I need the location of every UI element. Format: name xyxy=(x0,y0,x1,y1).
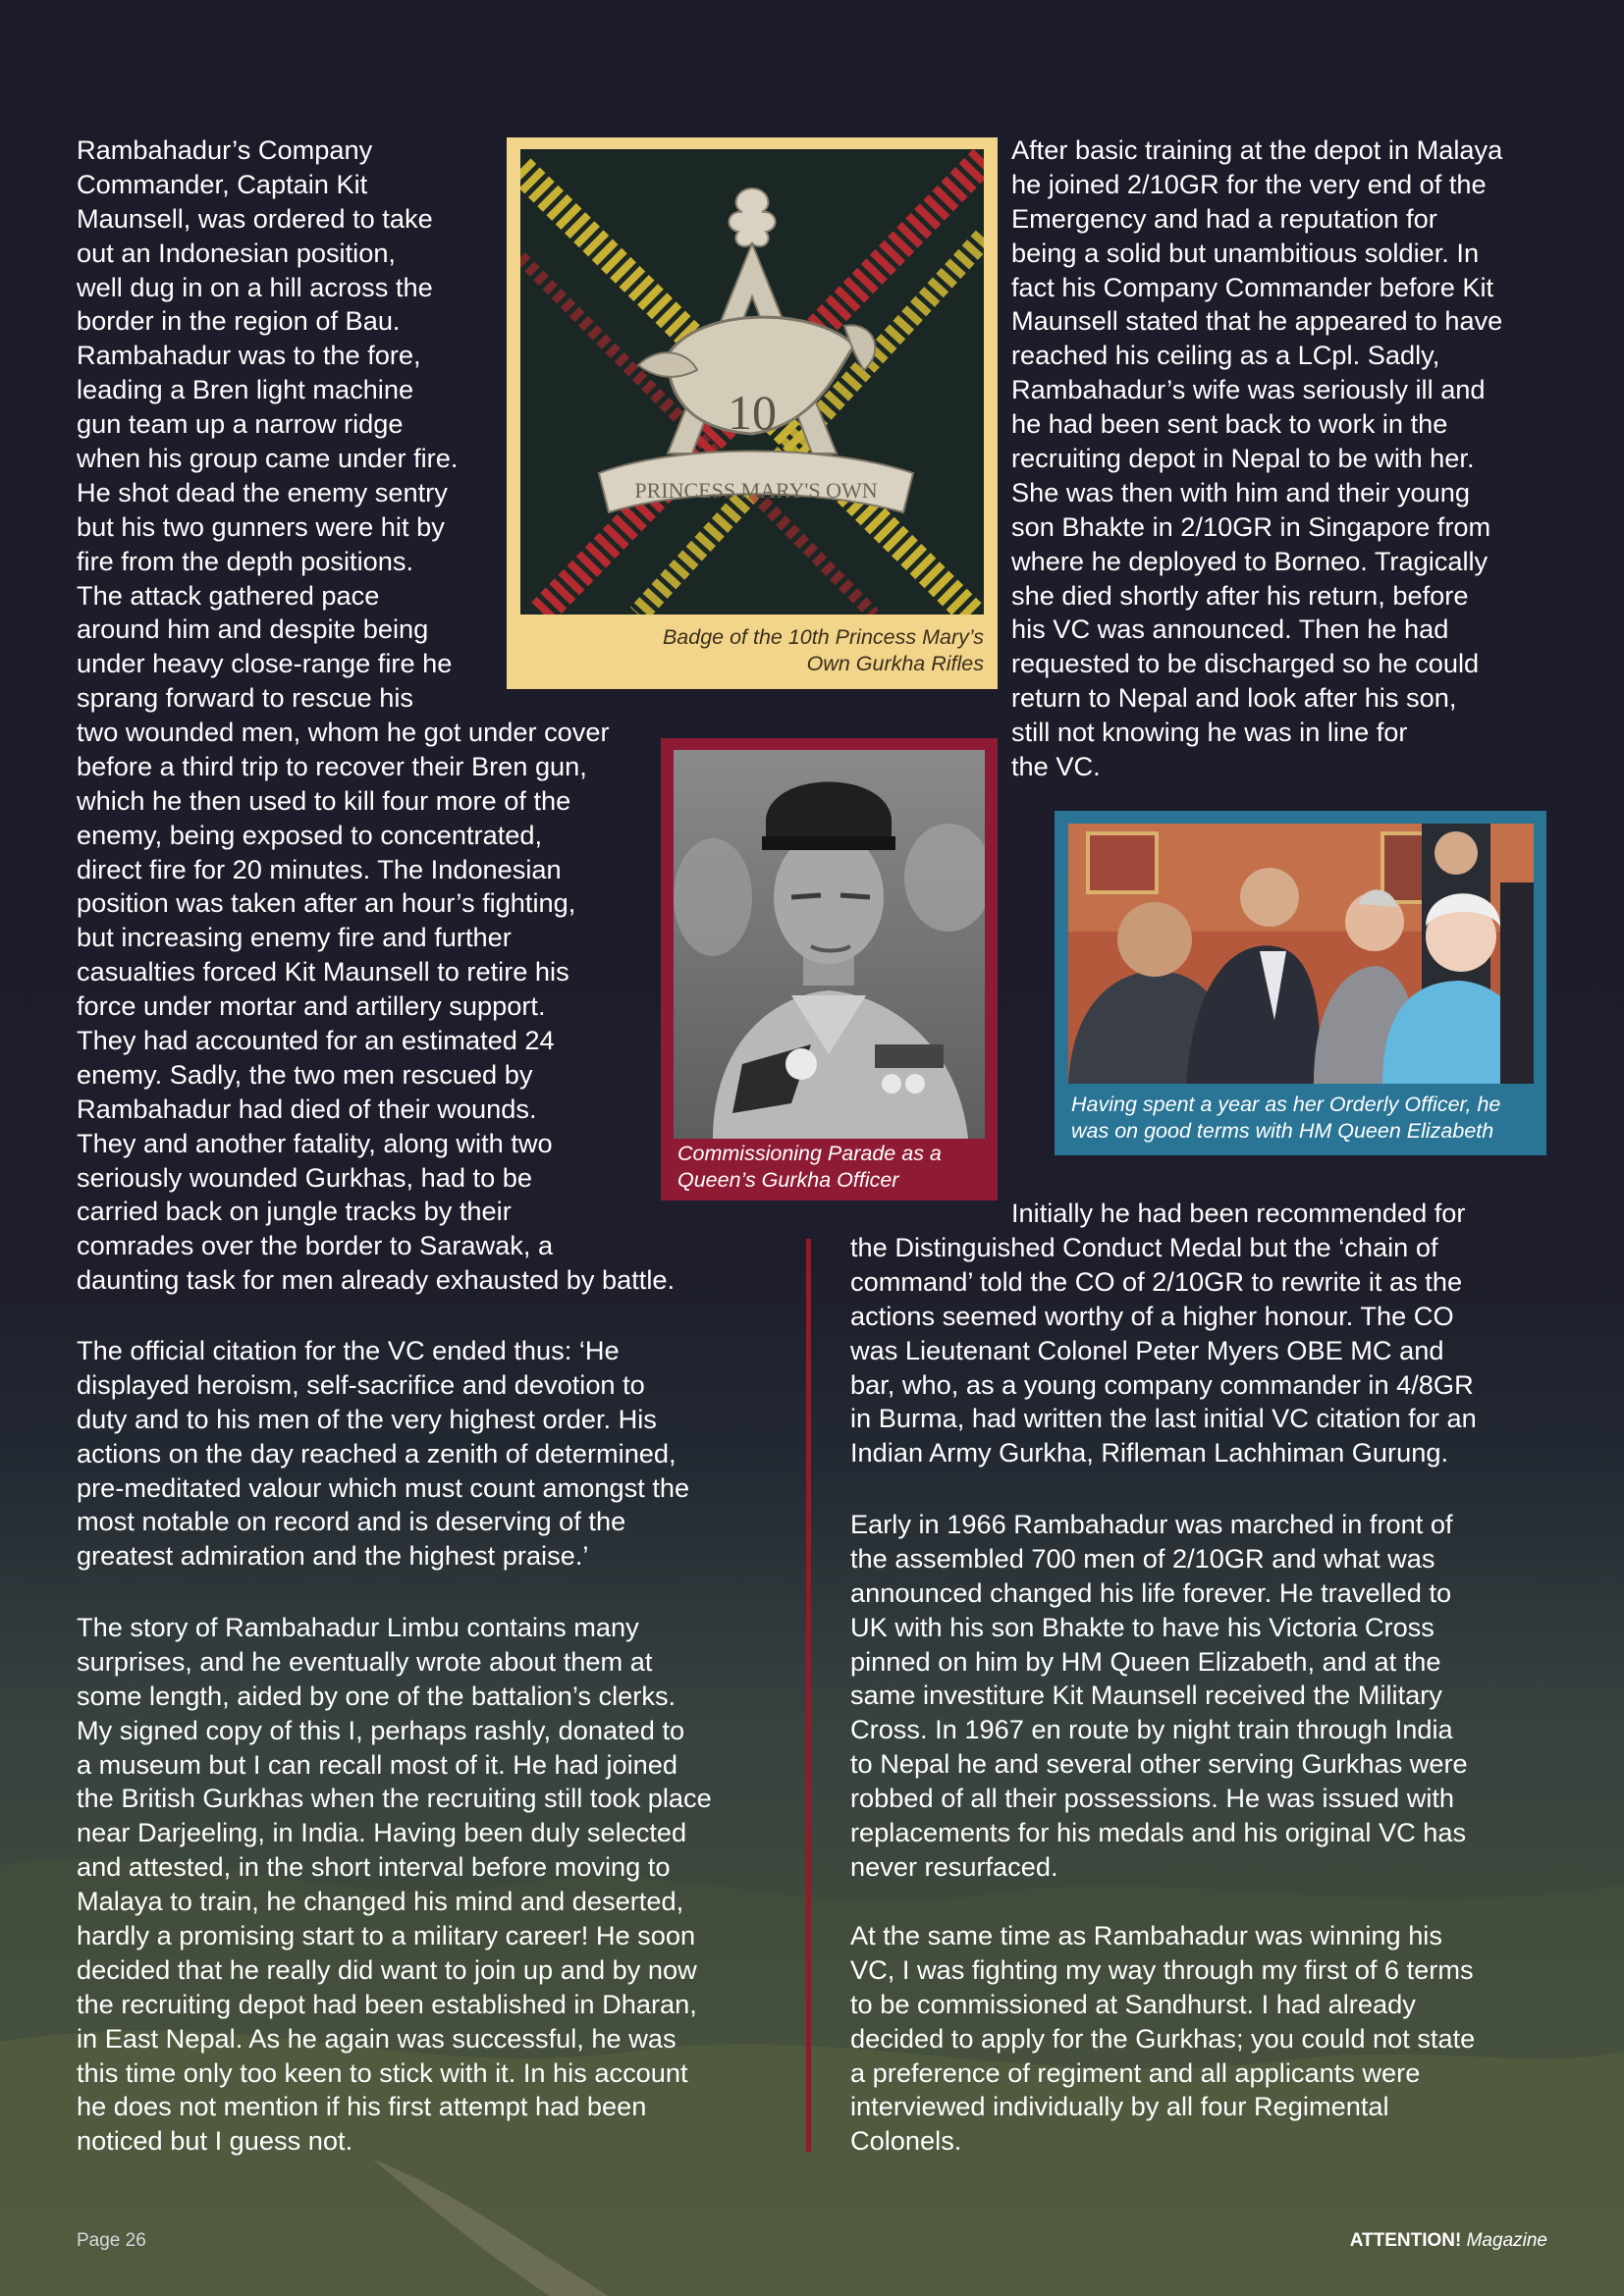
text-line: Rambahadur had died of their wounds. xyxy=(77,1093,537,1124)
text-line: the VC. xyxy=(1011,751,1101,782)
col1-story-paragraph xyxy=(77,1611,712,2159)
text-line: son Bhakte in 2/10GR in Singapore from xyxy=(1011,510,1491,542)
text-line: enemy. Sadly, the two men rescued by xyxy=(77,1058,533,1090)
text-line: his VC was announced. Then he had xyxy=(1011,614,1449,645)
text-line: recruiting depot in Nepal to be with her. xyxy=(1011,443,1475,474)
text-line: Early in 1966 Rambahadur was marched in front of xyxy=(850,1509,1453,1539)
text-line: Malaya to train, he changed his mind and deserted, xyxy=(77,1886,684,1917)
text-line: The attack gathered pace xyxy=(77,579,380,611)
text-line: duty and to his men of the very highest order. His xyxy=(77,1403,657,1434)
text-line: carried back on jungle tracks by their xyxy=(77,1196,512,1227)
text-line: which he then used to kill four more of the xyxy=(77,784,571,816)
text-line: a preference of regiment and all applicants were xyxy=(850,2056,1421,2088)
text-line: surprises, and he eventually wrote about them at xyxy=(77,1645,653,1677)
text-line: same investiture Kit Maunsell received the Military xyxy=(850,1680,1442,1711)
column-divider-rule xyxy=(806,1239,811,2152)
badge-caption xyxy=(663,624,984,677)
text-line: seriously wounded Gurkhas, had to be xyxy=(77,1161,532,1193)
col1-mid-paragraph xyxy=(77,716,675,1298)
magazine-brand xyxy=(1350,2230,1547,2252)
text-line: decided to apply for the Gurkhas; you could not state xyxy=(850,2022,1476,2054)
text-line: actions on the day reached a zenith of determined, xyxy=(77,1437,677,1468)
text-line: return to Nepal and look after his son, xyxy=(1011,682,1457,714)
text-line: was Lieutenant Colonel Peter Myers OBE MC and xyxy=(850,1334,1444,1365)
text-line: He shot dead the enemy sentry xyxy=(77,476,448,507)
caption-line: Badge of the 10th Princess Mary’s xyxy=(662,625,984,649)
brand-italic: Magazine xyxy=(1466,2230,1547,2251)
text-line: Maunsell stated that he appeared to have xyxy=(1011,305,1503,337)
text-line: position was taken after an hour’s fighting, xyxy=(77,887,576,919)
text-line: Cross. In 1967 en route by night train through India xyxy=(850,1714,1453,1745)
parade-photo xyxy=(674,750,985,1139)
col2-1966-paragraph xyxy=(850,1508,1468,1885)
col3-top-paragraph xyxy=(1011,133,1502,784)
text-line: Indian Army Gurkha, Rifleman Lachhiman Gurung. xyxy=(850,1437,1448,1468)
text-line: in East Nepal. As he again was successful, he was xyxy=(77,2022,677,2054)
text-line: Rambahadur’s Company xyxy=(77,134,373,165)
text-line: around him and despite being xyxy=(77,614,429,645)
badge-number: 10 xyxy=(728,385,777,440)
text-line: comrades over the border to Sarawak, a xyxy=(77,1230,554,1261)
queen-caption xyxy=(1071,1092,1500,1145)
text-line: hardly a promising start to a military career! He soon xyxy=(77,1920,696,1951)
text-line: actions seemed worthy of a higher honour. The CO xyxy=(850,1300,1454,1331)
text-line: decided that he really did want to join up and by now xyxy=(77,1953,697,1985)
text-line: Emergency and had a reputation for xyxy=(1011,202,1437,234)
text-line: sprang forward to rescue his xyxy=(77,682,414,714)
text-line: UK with his son Bhakte to have his Victoria Cross xyxy=(850,1611,1435,1642)
text-line: fact his Company Commander before Kit xyxy=(1011,271,1494,302)
queen-photo-frame xyxy=(1055,811,1546,1155)
text-line: displayed heroism, self-sacrifice and devotion to xyxy=(77,1368,645,1400)
text-line: interviewed individually by all four Regimental xyxy=(850,2091,1389,2122)
page-number: Page 26 xyxy=(77,2230,146,2251)
col1-citation-paragraph xyxy=(77,1334,689,1574)
text-line: a museum but I can recall most of it. He had joined xyxy=(77,1748,678,1780)
text-line: After basic training at the depot in Malaya xyxy=(1011,134,1503,165)
text-line: announced changed his life forever. He travelled to xyxy=(850,1576,1452,1608)
text-line: force under mortar and artillery support. xyxy=(77,990,546,1022)
text-line: bar, who, as a young company commander in 4/8GR xyxy=(850,1368,1474,1400)
text-line: the assembled 700 men of 2/10GR and what was xyxy=(850,1542,1435,1574)
text-line: the British Gurkhas when the recruiting still took place xyxy=(77,1783,712,1814)
text-line: to be commissioned at Sandhurst. I had already xyxy=(850,1988,1416,2019)
text-line: still not knowing he was in line for xyxy=(1011,717,1408,748)
text-line: out an Indonesian position, xyxy=(77,237,396,268)
text-line: The official citation for the VC ended thus: ‘He xyxy=(77,1335,620,1365)
text-line: Rambahadur was to the fore, xyxy=(77,340,421,371)
badge-scroll-text: PRINCESS MARY'S OWN xyxy=(634,478,878,503)
text-line: two wounded men, whom he got under cover xyxy=(77,717,610,747)
text-line: and attested, in the short interval before moving to xyxy=(77,1851,671,1883)
text-line: Rambahadur’s wife was seriously ill and xyxy=(1011,374,1486,405)
text-line: daunting task for men already exhausted by battle. xyxy=(77,1264,676,1296)
col2-first-line xyxy=(1011,1197,1465,1231)
text-line: he had been sent back to work in the xyxy=(1011,408,1448,440)
col1-top-paragraph xyxy=(77,133,458,716)
text-line: noticed but I guess not. xyxy=(77,2125,353,2157)
text-line: where he deployed to Borneo. Tragically xyxy=(1011,545,1489,576)
text-line: under heavy close-range fire he xyxy=(77,648,453,679)
text-line: pre-meditated valour which must count amongst the xyxy=(77,1471,690,1503)
text-line: Maunsell, was ordered to take xyxy=(77,202,433,234)
caption-line: Own Gurkha Rifles xyxy=(806,652,984,675)
parade-photo-frame xyxy=(661,738,998,1201)
text-line: Colonels. xyxy=(850,2125,962,2157)
text-line: They and another fatality, along with two xyxy=(77,1127,553,1158)
text-line: he does not mention if his first attempt had been xyxy=(77,2091,647,2122)
text-line: command’ told the CO of 2/10GR to rewrite it as the xyxy=(850,1265,1463,1297)
text-line: fire from the depth positions. xyxy=(77,545,414,576)
text-line: well dug in on a hill across the xyxy=(77,271,433,302)
text-line: Commander, Captain Kit xyxy=(77,168,368,199)
text-line: border in the region of Bau. xyxy=(77,305,401,337)
text-line: Initially he had been recommended for xyxy=(1011,1198,1466,1228)
text-line: casualties forced Kit Maunsell to retire his xyxy=(77,956,569,988)
text-line: some length, aided by one of the battalion’s clerks. xyxy=(77,1680,677,1711)
parade-caption xyxy=(677,1141,942,1194)
text-line: but increasing enemy fire and further xyxy=(77,922,512,953)
text-line: reached his ceiling as a LCpl. Sadly, xyxy=(1011,340,1440,371)
text-line: to Nepal he and several other serving Gurkhas were xyxy=(850,1748,1468,1780)
col2-dcm-paragraph xyxy=(850,1231,1477,1470)
text-line: replacements for his medals and his original VC has xyxy=(850,1817,1467,1848)
queen-photo xyxy=(1068,824,1534,1084)
caption-line: Commissioning Parade as a xyxy=(677,1142,942,1165)
text-line: They had accounted for an estimated 24 xyxy=(77,1025,555,1056)
text-line: My signed copy of this I, perhaps rashly, donated to xyxy=(77,1714,685,1745)
text-line: She was then with him and their young xyxy=(1011,476,1470,507)
text-line: being a solid but unambitious soldier. In xyxy=(1011,237,1480,268)
text-line: At the same time as Rambahadur was winning his xyxy=(850,1920,1442,1950)
text-line: she died shortly after his return, before xyxy=(1011,579,1469,611)
text-line: VC, I was fighting my way through my first of 6 terms xyxy=(850,1953,1474,1985)
text-line: greatest admiration and the highest praise.’ xyxy=(77,1540,589,1572)
text-line: the Distinguished Conduct Medal but the ‘chain of xyxy=(850,1232,1438,1262)
caption-line: Having spent a year as her Orderly Officer, he xyxy=(1071,1093,1501,1116)
caption-line: was on good terms with HM Queen Elizabeth xyxy=(1071,1119,1494,1143)
text-line: before a third trip to recover their Bren gun, xyxy=(77,750,587,781)
text-line: most notable on record and is deserving of the xyxy=(77,1506,626,1537)
text-line: in Burma, had written the last initial VC citation for an xyxy=(850,1403,1477,1434)
text-line: he joined 2/10GR for the very end of the xyxy=(1011,168,1487,199)
text-line: the recruiting depot had been established in Dharan, xyxy=(77,1988,697,2019)
text-line: direct fire for 20 minutes. The Indonesian xyxy=(77,853,562,884)
text-line: near Darjeeling, in India. Having been duly selected xyxy=(77,1817,687,1848)
text-line: The story of Rambahadur Limbu contains many xyxy=(77,1612,639,1642)
text-line: when his group came under fire. xyxy=(77,443,459,474)
text-line: but his two gunners were hit by xyxy=(77,510,445,542)
col2-sandhurst-paragraph xyxy=(850,1919,1475,2159)
caption-line: Queen’s Gurkha Officer xyxy=(677,1168,899,1192)
text-line: this time only too keen to stick with it. In his account xyxy=(77,2056,688,2088)
text-line: robbed of all their possessions. He was issued with xyxy=(850,1783,1455,1814)
text-line: pinned on him by HM Queen Elizabeth, and at the xyxy=(850,1645,1441,1677)
text-line: enemy, being exposed to concentrated, xyxy=(77,819,543,850)
regimental-badge-photo xyxy=(520,149,984,614)
text-line: gun team up a narrow ridge xyxy=(77,408,404,440)
text-line: never resurfaced. xyxy=(850,1850,1058,1882)
text-line: requested to be discharged so he could xyxy=(1011,648,1480,679)
badge-photo-frame xyxy=(507,137,998,689)
text-line: leading a Bren light machine xyxy=(77,374,414,405)
brand-bold: ATTENTION! xyxy=(1349,2230,1462,2251)
